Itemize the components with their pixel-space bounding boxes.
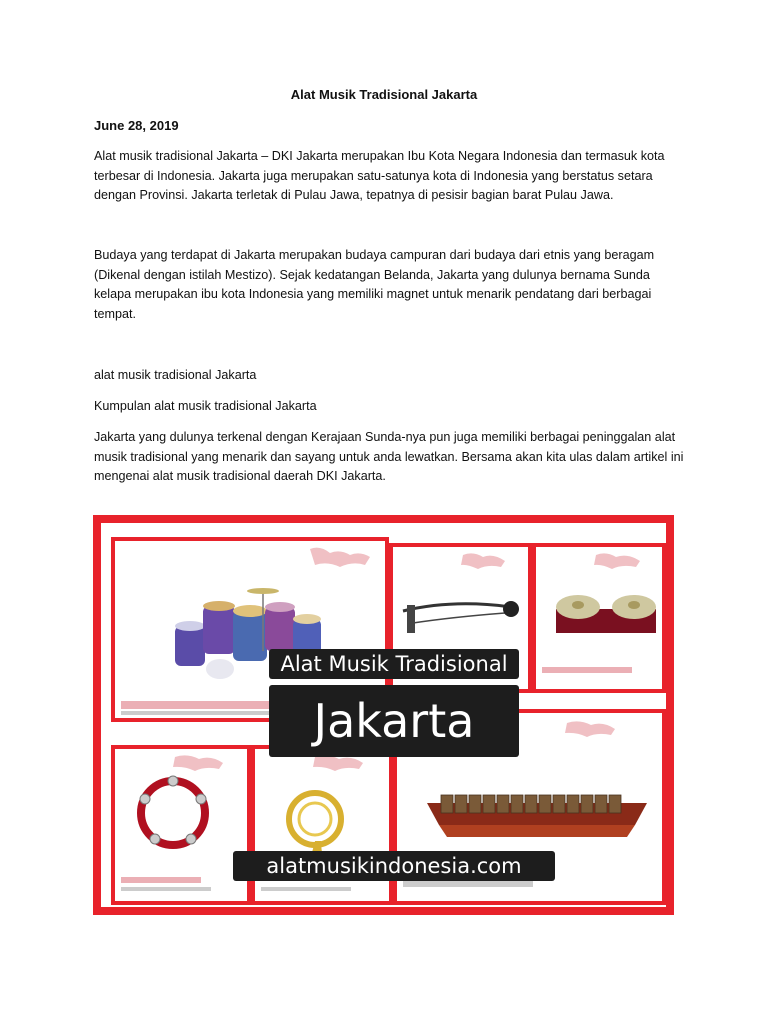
banner-line2: Jakarta — [269, 685, 519, 757]
banner-inner — [101, 523, 666, 907]
card-gong — [532, 543, 666, 693]
section-heading-2: Kumpulan alat musik tradisional Jakarta — [94, 399, 317, 413]
paragraph-intro: Alat musik tradisional Jakarta – DKI Jakarta merupakan Ibu Kota Negara Indonesia dan termasuk kota terbesar di Indonesia. Jakarta juga merupakan satu-satunya kota di Indonesia yang berstatus setara dengan Provinsi. Jakarta terletak di Pulau Jawa, tepatnya di pesisir bagian barat Pulau Jawa. — [94, 149, 665, 202]
section-heading-1: alat musik tradisional Jakarta — [94, 368, 257, 382]
card-tambourine — [111, 745, 251, 905]
document-date: June 28, 2019 — [94, 118, 179, 133]
document-title: Alat Musik Tradisional Jakarta — [290, 87, 478, 102]
banner-line1: Alat Musik Tradisional — [269, 649, 519, 679]
paragraph-culture: Budaya yang terdapat di Jakarta merupakan budaya campuran dari budaya dari etnis yang beragam (Dikenal dengan istilah Mestizo). Sejak kedatangan Belanda, Jakarta yang dulunya bernama Sunda kelapa merupakan ibu kota Indonesia yang memiliki magnet untuk menarik pendatang dari berbagai tempat. — [94, 248, 655, 321]
card-horn — [251, 745, 393, 905]
gong-illustration — [536, 547, 662, 689]
tambourine-illustration — [115, 749, 247, 901]
paragraph-summary: Jakarta yang dulunya terkenal dengan Kerajaan Sunda-nya pun juga memiliki berbagai peninggalan alat musik tradisional yang menarik dan sayang untuk anda lewatkan. Bersama akan kita ulas dalam artikel ini mengenai alat musik tradisional daerah DKI Jakarta. — [94, 430, 684, 483]
banner-image — [93, 515, 674, 915]
banner-website: alatmusikindonesia.com — [233, 851, 555, 881]
